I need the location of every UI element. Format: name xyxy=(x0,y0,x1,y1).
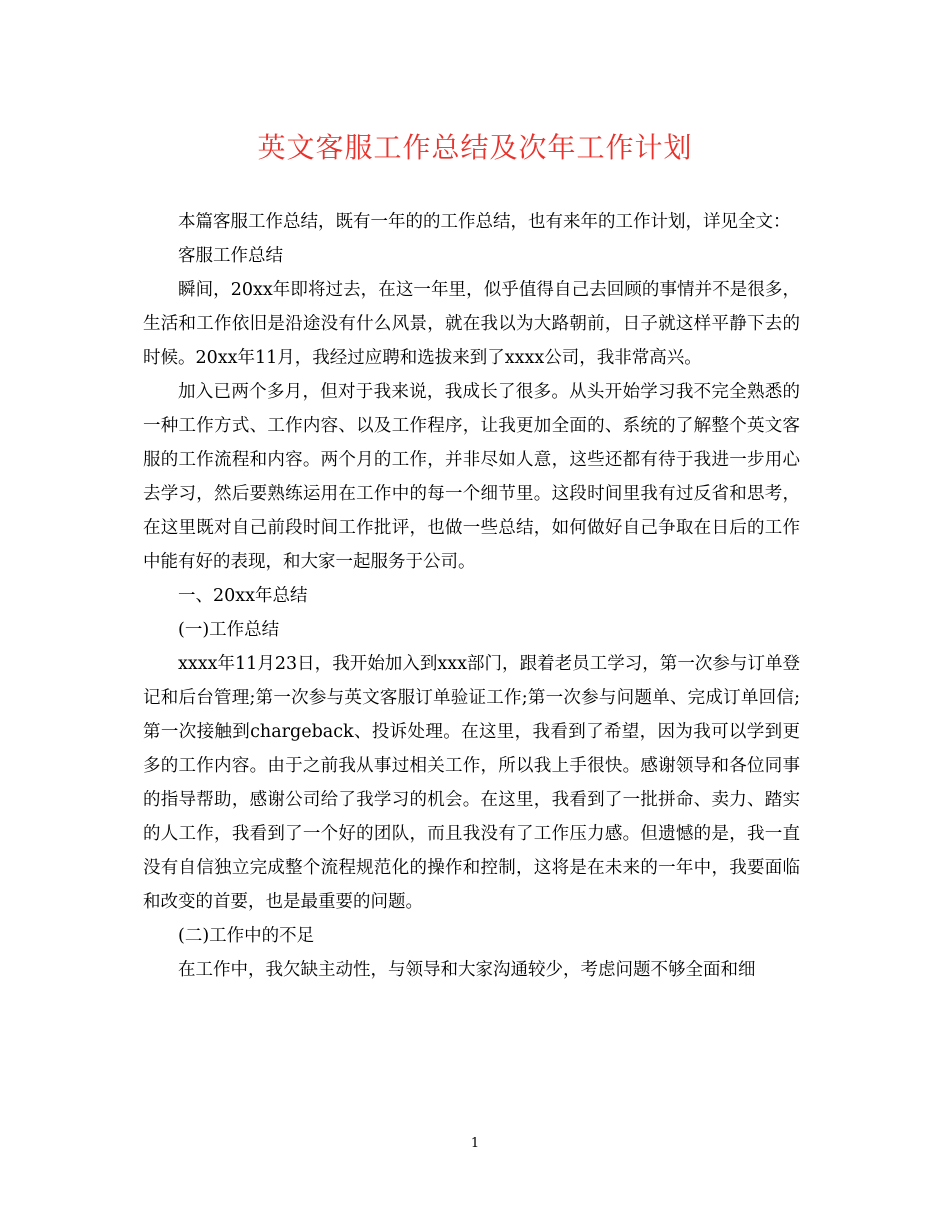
page-number: 1 xyxy=(470,1136,480,1151)
section-heading-year-summary: 一、20xx年总结 xyxy=(178,586,308,606)
body-paragraph: 瞬间，20xx年即将过去，在这一年里，似乎值得自己去回顾的事情并不是很多，生活和工作依旧是沿途没有什么风景，就在我以为大路朝前，日子就这样平静下去的时候。20xx年11月，我经过应聘和选拔来到了xxxx公司，我非常高兴。 xyxy=(143,280,800,368)
section-heading-customer-service-summary: 客服工作总结 xyxy=(178,246,283,266)
document-body xyxy=(143,205,800,987)
subsection-heading-work-summary: (一)工作总结 xyxy=(178,620,280,640)
body-paragraph: 加入已两个多月，但对于我来说，我成长了很多。从头开始学习我不完全熟悉的一种工作方式、工作内容、以及工作程序，让我更加全面的、系统的了解整个英文客服的工作流程和内容。两个月的工作，并非尽如人意，这些还都有待于我进一步用心去学习，然后要熟练运用在工作中的每一个细节里。这段时间里我有过反省和思考，在这里既对自己前段时间工作批评，也做一些总结，如何做好自己争取在日后的工作中能有好的表现，和大家一起服务于公司。 xyxy=(143,382,800,572)
body-paragraph: 在工作中，我欠缺主动性，与领导和大家沟通较少，考虑问题不够全面和细 xyxy=(178,960,756,980)
document-title: 英文客服工作总结及次年工作计划 xyxy=(257,131,693,164)
subsection-heading-shortcomings: (二)工作中的不足 xyxy=(178,926,315,946)
intro-paragraph: 本篇客服工作总结，既有一年的的工作总结，也有来年的工作计划，详见全文： xyxy=(178,212,791,232)
body-paragraph: xxxx年11月23日，我开始加入到xxx部门，跟着老员工学习，第一次参与订单登记和后台管理;第一次参与英文客服订单验证工作;第一次参与问题单、完成订单回信;第一次接触到chargeback、投诉处理。在这里，我看到了希望，因为我可以学到更多的工作内容。由于之前我从事过相关工作，所以我上手很快。感谢领导和各位同事的指导帮助，感谢公司给了我学习的机会。在这里，我看到了一批拼命、卖力、踏实的人工作，我看到了一个好的团队，而且我没有了工作压力感。但遗憾的是，我一直没有自信独立完成整个流程规范化的操作和控制，这将是在未来的一年中，我要面临和改变的首要，也是最重要的问题。 xyxy=(143,654,800,912)
